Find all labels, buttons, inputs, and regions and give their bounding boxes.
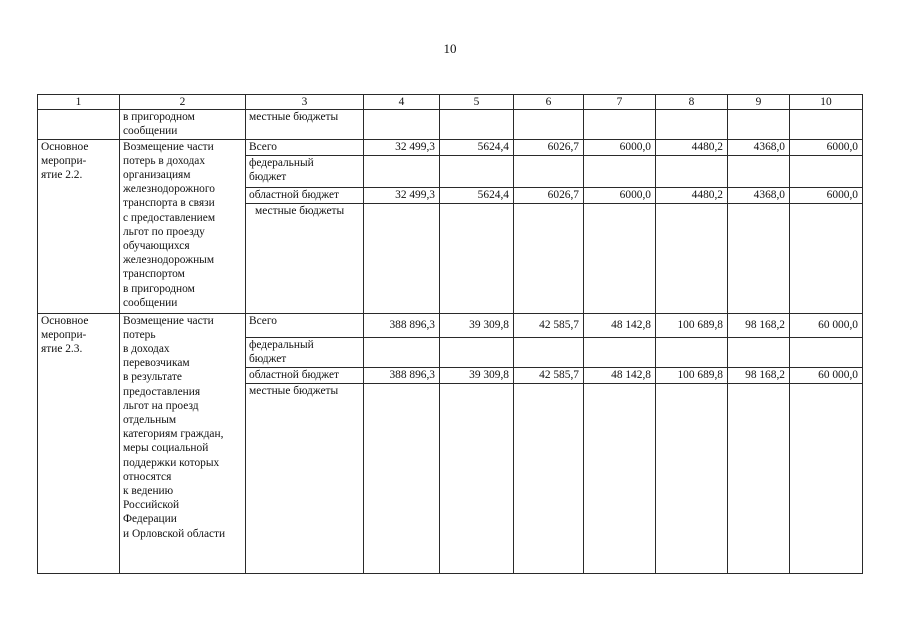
value-cell	[790, 383, 863, 573]
value-cell	[584, 383, 656, 573]
header-cell: 8	[656, 95, 728, 110]
funding-source: местные бюджеты	[246, 203, 364, 313]
table-cell	[440, 110, 514, 139]
funding-source: Всего	[246, 139, 364, 155]
value-cell	[514, 337, 584, 367]
header-cell: 2	[120, 95, 246, 110]
budget-table	[37, 94, 863, 574]
value-cell	[728, 383, 790, 573]
header-row	[38, 95, 863, 110]
value-cell	[728, 155, 790, 187]
value-cell	[440, 383, 514, 573]
value-cell: 4480,2	[656, 187, 728, 203]
funding-source: Всего	[246, 313, 364, 337]
table-row	[38, 139, 863, 155]
header-cell: 1	[38, 95, 120, 110]
value-cell: 6026,7	[514, 187, 584, 203]
funding-source: областной бюджет	[246, 367, 364, 383]
value-cell: 5624,4	[440, 187, 514, 203]
measure-description: Возмещение части потерь в доходах организациям железнодорожного транспорта в связи с предоставлением льгот по проезду обучающихся железнодорожным транспортом в пригородном сообщении	[120, 139, 246, 313]
value-cell: 388 896,3	[364, 313, 440, 337]
funding-source: областной бюджет	[246, 187, 364, 203]
value-cell: 388 896,3	[364, 367, 440, 383]
value-cell: 6000,0	[790, 187, 863, 203]
table-row	[38, 313, 863, 337]
value-cell	[364, 155, 440, 187]
value-cell	[514, 383, 584, 573]
value-cell: 48 142,8	[584, 367, 656, 383]
value-cell	[790, 155, 863, 187]
value-cell: 98 168,2	[728, 313, 790, 337]
value-cell: 42 585,7	[514, 367, 584, 383]
value-cell	[514, 155, 584, 187]
value-cell: 4480,2	[656, 139, 728, 155]
value-cell: 5624,4	[440, 139, 514, 155]
header-cell: 6	[514, 95, 584, 110]
value-cell: 42 585,7	[514, 313, 584, 337]
funding-source: местные бюджеты	[246, 383, 364, 573]
value-cell: 32 499,3	[364, 187, 440, 203]
value-cell	[728, 337, 790, 367]
header-cell: 9	[728, 95, 790, 110]
value-cell	[364, 203, 440, 313]
page-number: 10	[443, 41, 457, 56]
value-cell	[364, 383, 440, 573]
table-cell	[728, 110, 790, 139]
table-cell	[656, 110, 728, 139]
value-cell	[656, 155, 728, 187]
value-cell: 6000,0	[584, 187, 656, 203]
value-cell: 39 309,8	[440, 313, 514, 337]
value-cell: 4368,0	[728, 139, 790, 155]
value-cell	[656, 203, 728, 313]
value-cell: 48 142,8	[584, 313, 656, 337]
value-cell	[656, 383, 728, 573]
value-cell: 6026,7	[514, 139, 584, 155]
header-cell: 3	[246, 95, 364, 110]
value-cell: 60 000,0	[790, 313, 863, 337]
table-cell	[364, 110, 440, 139]
value-cell	[790, 337, 863, 367]
continuation-description: в пригородном сообщении	[120, 110, 246, 139]
funding-source: федеральный бюджет	[246, 155, 364, 187]
value-cell	[584, 337, 656, 367]
value-cell: 4368,0	[728, 187, 790, 203]
table-cell	[38, 110, 120, 139]
table-cell	[514, 110, 584, 139]
header-cell: 7	[584, 95, 656, 110]
header-cell: 5	[440, 95, 514, 110]
value-cell: 39 309,8	[440, 367, 514, 383]
value-cell	[584, 155, 656, 187]
value-cell: 6000,0	[790, 139, 863, 155]
value-cell	[728, 203, 790, 313]
measure-description: Возмещение части потерь в доходах перевозчикам в результате предоставления льгот на проезд отдельным категориям граждан, меры социальной поддержки которых относятся к ведению Российской Федерации и Орловской области	[120, 313, 246, 573]
value-cell: 100 689,8	[656, 367, 728, 383]
value-cell	[790, 203, 863, 313]
value-cell: 60 000,0	[790, 367, 863, 383]
header-cell: 4	[364, 95, 440, 110]
value-cell: 6000,0	[584, 139, 656, 155]
value-cell: 100 689,8	[656, 313, 728, 337]
value-cell	[584, 203, 656, 313]
measure-code: Основное меропри- ятие 2.2.	[38, 139, 120, 313]
table-row	[38, 110, 863, 139]
value-cell	[440, 337, 514, 367]
value-cell	[440, 203, 514, 313]
value-cell	[656, 337, 728, 367]
value-cell	[514, 203, 584, 313]
funding-source: местные бюджеты	[246, 110, 364, 139]
value-cell	[440, 155, 514, 187]
value-cell: 32 499,3	[364, 139, 440, 155]
funding-source: федеральный бюджет	[246, 337, 364, 367]
value-cell	[364, 337, 440, 367]
table-cell	[584, 110, 656, 139]
measure-code: Основное меропри- ятие 2.3.	[38, 313, 120, 573]
table-cell	[790, 110, 863, 139]
value-cell: 98 168,2	[728, 367, 790, 383]
header-cell: 10	[790, 95, 863, 110]
